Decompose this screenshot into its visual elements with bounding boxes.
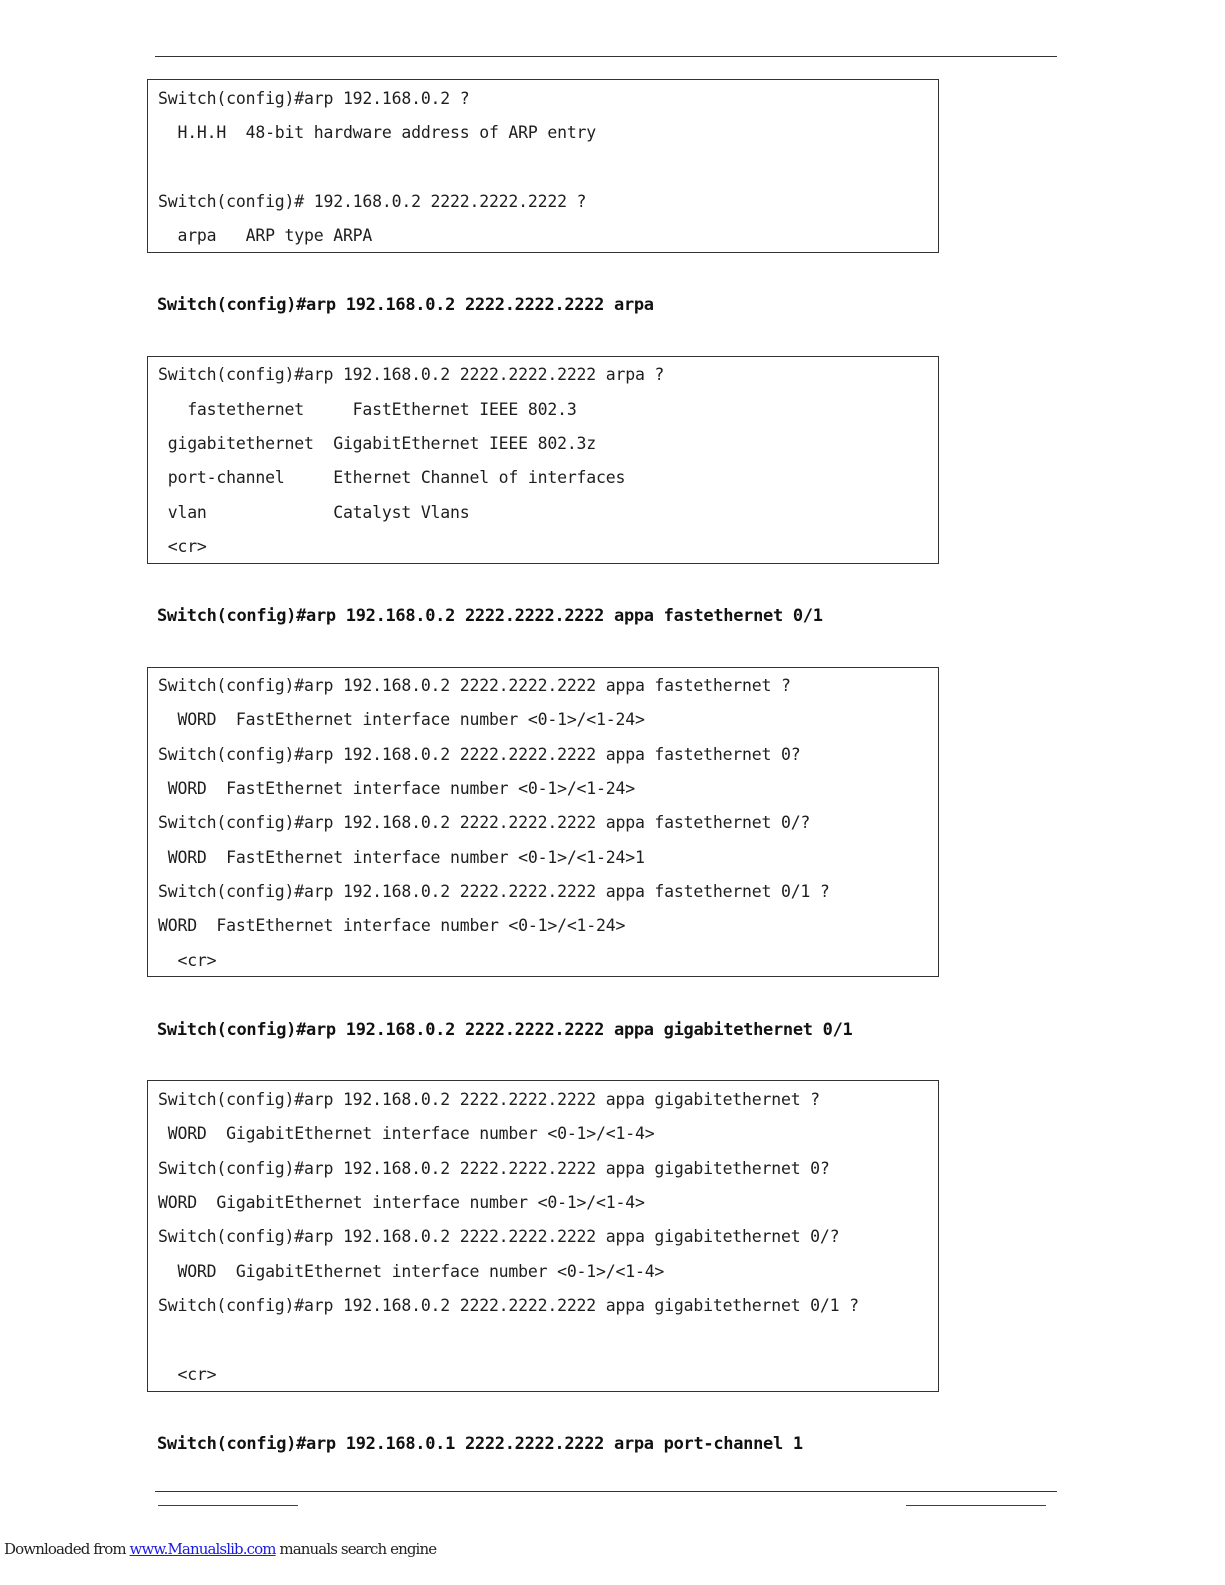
cli-line: fastethernet FastEthernet IEEE 802.3 [158, 400, 577, 419]
cli-line: Switch(config)#arp 192.168.0.2 2222.2222.2222 appa gigabitethernet 0/1 ? [158, 1296, 859, 1315]
cli-line: Switch(config)#arp 192.168.0.2 2222.2222.2222 arpa ? [158, 365, 665, 384]
footer-rule [155, 1491, 1057, 1492]
command-heading-gigabitethernet: Switch(config)#arp 192.168.0.2 2222.2222.2222 appa gigabitethernet 0/1 [157, 1020, 853, 1040]
cli-line: <cr> [158, 537, 207, 556]
cli-line: Switch(config)#arp 192.168.0.2 2222.2222.2222 appa fastethernet ? [158, 676, 791, 695]
cli-output-box-1 [147, 79, 939, 253]
cli-output-box-3 [147, 667, 939, 977]
cli-line: WORD FastEthernet interface number <0-1>/<1-24> [158, 779, 635, 798]
cli-line: WORD FastEthernet interface number <0-1>/<1-24> [158, 916, 626, 935]
footer-link-left[interactable] [158, 1505, 298, 1506]
command-heading-fastethernet: Switch(config)#arp 192.168.0.2 2222.2222.2222 appa fastethernet 0/1 [157, 606, 823, 626]
cli-line: <cr> [158, 951, 217, 970]
cli-line: Switch(config)#arp 192.168.0.2 2222.2222.2222 appa fastethernet 0? [158, 745, 801, 764]
cli-line: vlan Catalyst Vlans [158, 503, 470, 522]
command-heading-arpa: Switch(config)#arp 192.168.0.2 2222.2222.2222 arpa [157, 295, 654, 315]
header-rule [155, 56, 1057, 57]
cli-line: Switch(config)#arp 192.168.0.2 2222.2222.2222 appa gigabitethernet 0? [158, 1159, 830, 1178]
cli-line: Switch(config)#arp 192.168.0.2 2222.2222.2222 appa gigabitethernet ? [158, 1090, 820, 1109]
cli-line: WORD FastEthernet interface number <0-1>/<1-24>1 [158, 848, 645, 867]
cli-line: port-channel Ethernet Channel of interfaces [158, 468, 626, 487]
manualslib-link[interactable]: www.Manualslib.com [129, 1540, 276, 1558]
cli-line: Switch(config)#arp 192.168.0.2 ? [158, 89, 470, 108]
cli-line: Switch(config)#arp 192.168.0.2 2222.2222.2222 appa gigabitethernet 0/? [158, 1227, 840, 1246]
cli-line: WORD GigabitEthernet interface number <0-1>/<1-4> [158, 1193, 645, 1212]
cli-line: WORD GigabitEthernet interface number <0-1>/<1-4> [158, 1124, 655, 1143]
cli-line: arpa ARP type ARPA [158, 226, 373, 245]
cli-line: Switch(config)#arp 192.168.0.2 2222.2222.2222 appa fastethernet 0/? [158, 813, 811, 832]
cli-line: WORD FastEthernet interface number <0-1>/<1-24> [158, 710, 645, 729]
cli-line: H.H.H 48-bit hardware address of ARP entry [158, 123, 597, 142]
command-heading-port-channel: Switch(config)#arp 192.168.0.1 2222.2222.2222 arpa port-channel 1 [157, 1434, 803, 1454]
download-prefix: Downloaded from [4, 1540, 130, 1558]
download-notice [4, 1540, 436, 1558]
cli-line: gigabitethernet GigabitEthernet IEEE 802.3z [158, 434, 597, 453]
cli-line: WORD GigabitEthernet interface number <0-1>/<1-4> [158, 1262, 665, 1281]
download-suffix: manuals search engine [275, 1540, 437, 1558]
cli-line: Switch(config)#arp 192.168.0.2 2222.2222.2222 appa fastethernet 0/1 ? [158, 882, 830, 901]
cli-line: Switch(config)# 192.168.0.2 2222.2222.2222 ? [158, 192, 587, 211]
footer-link-right[interactable] [906, 1505, 1046, 1506]
cli-line: <cr> [158, 1365, 217, 1384]
cli-output-box-2 [147, 356, 939, 564]
cli-output-box-4 [147, 1080, 939, 1392]
